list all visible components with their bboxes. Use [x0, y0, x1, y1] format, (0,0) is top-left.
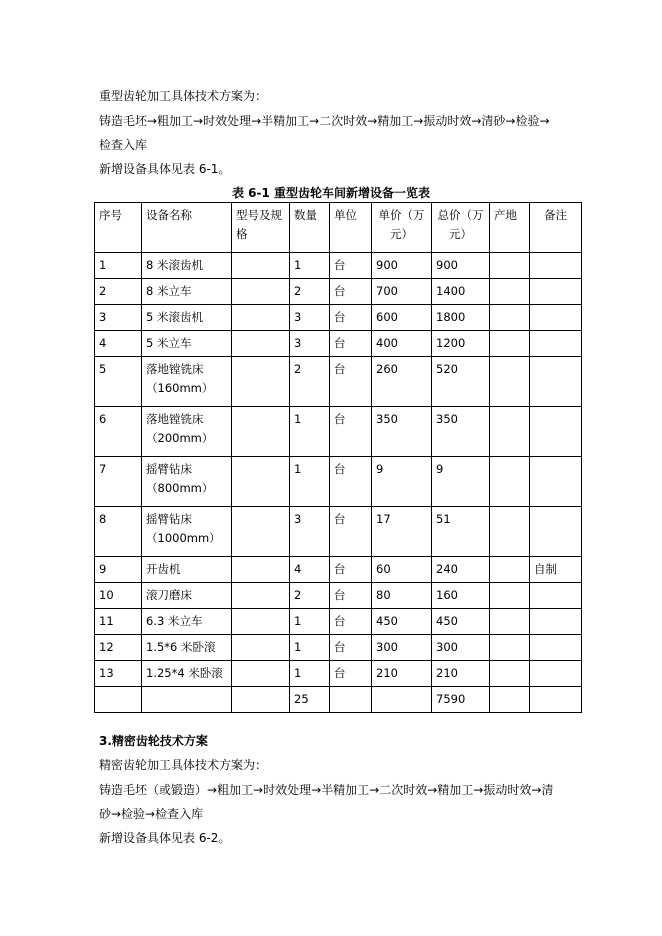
cell-price: 450 — [372, 609, 432, 635]
cell-model — [232, 557, 290, 583]
cell-total: 900 — [432, 253, 490, 279]
cell-origin — [490, 609, 530, 635]
cell-total: 520 — [432, 357, 490, 407]
cell-unit: 台 — [330, 407, 372, 457]
cell-unit: 台 — [330, 305, 372, 331]
intro-line-1: 重型齿轮加工具体技术方案为： — [99, 89, 268, 103]
cell-no: 2 — [95, 279, 142, 305]
cell-total: 210 — [432, 661, 490, 687]
cell-total: 160 — [432, 583, 490, 609]
cell-name: 8 米立车 — [142, 279, 232, 305]
cell-no: 4 — [95, 331, 142, 357]
col-header: 单位 — [330, 203, 372, 253]
table-header-row — [95, 203, 582, 253]
table-row — [95, 609, 582, 635]
cell-model — [232, 357, 290, 407]
cell-model — [232, 507, 290, 557]
col-header: 总价（万元） — [432, 203, 490, 253]
cell-model — [232, 583, 290, 609]
cell-name-spec: （200mm） — [146, 431, 214, 445]
cell-price: 80 — [372, 583, 432, 609]
table-row — [95, 557, 582, 583]
cell-total: 1800 — [432, 305, 490, 331]
cell-origin — [490, 279, 530, 305]
cell-qty: 3 — [290, 331, 330, 357]
cell-note — [530, 305, 582, 331]
cell-note — [530, 507, 582, 557]
cell-no: 3 — [95, 305, 142, 331]
cell-price: 9 — [372, 457, 432, 507]
cell-unit: 台 — [330, 279, 372, 305]
cell-unit: 台 — [330, 357, 372, 407]
cell-name-spec: （160mm） — [146, 381, 214, 395]
cell-origin — [490, 583, 530, 609]
col-header: 单价（万元） — [372, 203, 432, 253]
cell-origin — [490, 305, 530, 331]
cell-note — [530, 331, 582, 357]
cell-price: 210 — [372, 661, 432, 687]
cell-unit: 台 — [330, 507, 372, 557]
cell-origin — [490, 635, 530, 661]
cell-price: 900 — [372, 253, 432, 279]
cell-name-main: 摇臂钻床 — [146, 462, 192, 476]
table-row — [95, 457, 582, 507]
cell-qty: 4 — [290, 557, 330, 583]
cell-origin — [490, 557, 530, 583]
table-row — [95, 407, 582, 457]
cell-no: 6 — [95, 407, 142, 457]
cell-note — [530, 253, 582, 279]
intro-line-2: 铸造毛坯→粗加工→时效处理→半精加工→二次时效→精加工→振动时效→清砂→检验→ — [99, 114, 550, 128]
cell-total: 240 — [432, 557, 490, 583]
cell-name-main: 落地镗铣床 — [146, 362, 204, 376]
table-row — [95, 253, 582, 279]
equipment-table — [94, 202, 582, 713]
cell-qty: 2 — [290, 357, 330, 407]
cell-unit: 台 — [330, 557, 372, 583]
cell-qty: 1 — [290, 457, 330, 507]
cell-origin — [490, 357, 530, 407]
cell-name-main: 摇臂钻床 — [146, 512, 192, 526]
cell-total: 9 — [432, 457, 490, 507]
cell-price: 60 — [372, 557, 432, 583]
cell-qty: 1 — [290, 635, 330, 661]
intro-line-3: 检查入库 — [99, 138, 148, 152]
cell-unit: 台 — [330, 253, 372, 279]
cell-origin — [490, 457, 530, 507]
cell-unit: 台 — [330, 583, 372, 609]
cell-model — [232, 305, 290, 331]
cell-qty: 1 — [290, 253, 330, 279]
cell-no: 1 — [95, 253, 142, 279]
cell-qty: 1 — [290, 407, 330, 457]
table-row — [95, 305, 582, 331]
cell-no: 8 — [95, 507, 142, 557]
cell-name: 1.25*4 米卧滚 — [142, 661, 232, 687]
cell-name-spec: （1000mm） — [146, 531, 221, 545]
cell-note — [530, 279, 582, 305]
cell-origin — [490, 407, 530, 457]
section-line-2: 铸造毛坯（或锻造）→粗加工→时效处理→半精加工→二次时效→精加工→振动时效→清 — [99, 783, 554, 797]
cell-no: 9 — [95, 557, 142, 583]
cell-name — [142, 457, 232, 507]
cell-model — [232, 279, 290, 305]
cell-price: 300 — [372, 635, 432, 661]
cell-origin — [490, 331, 530, 357]
cell-qty: 3 — [290, 507, 330, 557]
cell-name: 开齿机 — [142, 557, 232, 583]
cell-name — [142, 357, 232, 407]
cell-note — [530, 635, 582, 661]
cell-no: 5 — [95, 357, 142, 407]
cell-unit: 台 — [330, 635, 372, 661]
cell-name — [142, 407, 232, 457]
section-line-4: 新增设备具体见表 6-2。 — [99, 831, 231, 845]
col-header: 产地 — [490, 203, 530, 253]
col-header: 型号及规格 — [232, 203, 290, 253]
cell-total: 51 — [432, 507, 490, 557]
cell-no: 11 — [95, 609, 142, 635]
cell-qty: 1 — [290, 661, 330, 687]
cell-qty: 3 — [290, 305, 330, 331]
cell-name: 1.5*6 米卧滚 — [142, 635, 232, 661]
cell-total: 1400 — [432, 279, 490, 305]
cell-note — [530, 609, 582, 635]
cell-model — [232, 661, 290, 687]
cell-unit: 台 — [330, 331, 372, 357]
cell-name: 8 米滚齿机 — [142, 253, 232, 279]
cell-price: 600 — [372, 305, 432, 331]
cell-qty: 2 — [290, 583, 330, 609]
cell-origin — [490, 507, 530, 557]
section-line-3: 砂→检验→检查入库 — [99, 807, 204, 821]
cell-origin — [490, 661, 530, 687]
cell-model — [232, 609, 290, 635]
cell-note — [530, 407, 582, 457]
cell-total: 1200 — [432, 331, 490, 357]
cell-model — [232, 407, 290, 457]
total-qty: 25 — [290, 687, 330, 713]
cell-name: 5 米立车 — [142, 331, 232, 357]
section-heading: 3.精密齿轮技术方案 — [99, 734, 208, 748]
table-caption: 表 6-1 重型齿轮车间新增设备一览表 — [231, 186, 431, 200]
table-row — [95, 635, 582, 661]
cell-note — [530, 357, 582, 407]
cell-model — [232, 253, 290, 279]
cell-unit: 台 — [330, 457, 372, 507]
col-header: 备注 — [530, 203, 582, 253]
table-row — [95, 507, 582, 557]
cell-name — [142, 507, 232, 557]
cell-qty: 1 — [290, 609, 330, 635]
cell-model — [232, 331, 290, 357]
cell-price: 260 — [372, 357, 432, 407]
cell-total: 350 — [432, 407, 490, 457]
total-amount: 7590 — [432, 687, 490, 713]
cell-price: 17 — [372, 507, 432, 557]
col-header: 设备名称 — [142, 203, 232, 253]
cell-price: 700 — [372, 279, 432, 305]
cell-qty: 2 — [290, 279, 330, 305]
cell-unit: 台 — [330, 661, 372, 687]
table-row — [95, 661, 582, 687]
section-line-1: 精密齿轮加工具体技术方案为： — [99, 758, 268, 772]
cell-note — [530, 457, 582, 507]
table-total-row — [95, 687, 582, 713]
table-row — [95, 331, 582, 357]
cell-model — [232, 635, 290, 661]
cell-no: 10 — [95, 583, 142, 609]
cell-note — [530, 661, 582, 687]
cell-total: 300 — [432, 635, 490, 661]
col-header: 数量 — [290, 203, 330, 253]
cell-unit: 台 — [330, 609, 372, 635]
table-row — [95, 357, 582, 407]
cell-name-spec: （800mm） — [146, 481, 214, 495]
col-header: 序号 — [95, 203, 142, 253]
cell-name: 滚刀磨床 — [142, 583, 232, 609]
cell-note: 自制 — [530, 557, 582, 583]
cell-price: 400 — [372, 331, 432, 357]
table-row — [95, 583, 582, 609]
cell-origin — [490, 253, 530, 279]
cell-price: 350 — [372, 407, 432, 457]
cell-name: 6.3 米立车 — [142, 609, 232, 635]
cell-no: 12 — [95, 635, 142, 661]
cell-name: 5 米滚齿机 — [142, 305, 232, 331]
cell-no: 13 — [95, 661, 142, 687]
table-body — [95, 253, 582, 687]
cell-total: 450 — [432, 609, 490, 635]
intro-line-4: 新增设备具体见表 6-1。 — [99, 162, 231, 176]
cell-name-main: 落地镗铣床 — [146, 412, 204, 426]
cell-model — [232, 457, 290, 507]
table-row — [95, 279, 582, 305]
cell-note — [530, 583, 582, 609]
cell-no: 7 — [95, 457, 142, 507]
